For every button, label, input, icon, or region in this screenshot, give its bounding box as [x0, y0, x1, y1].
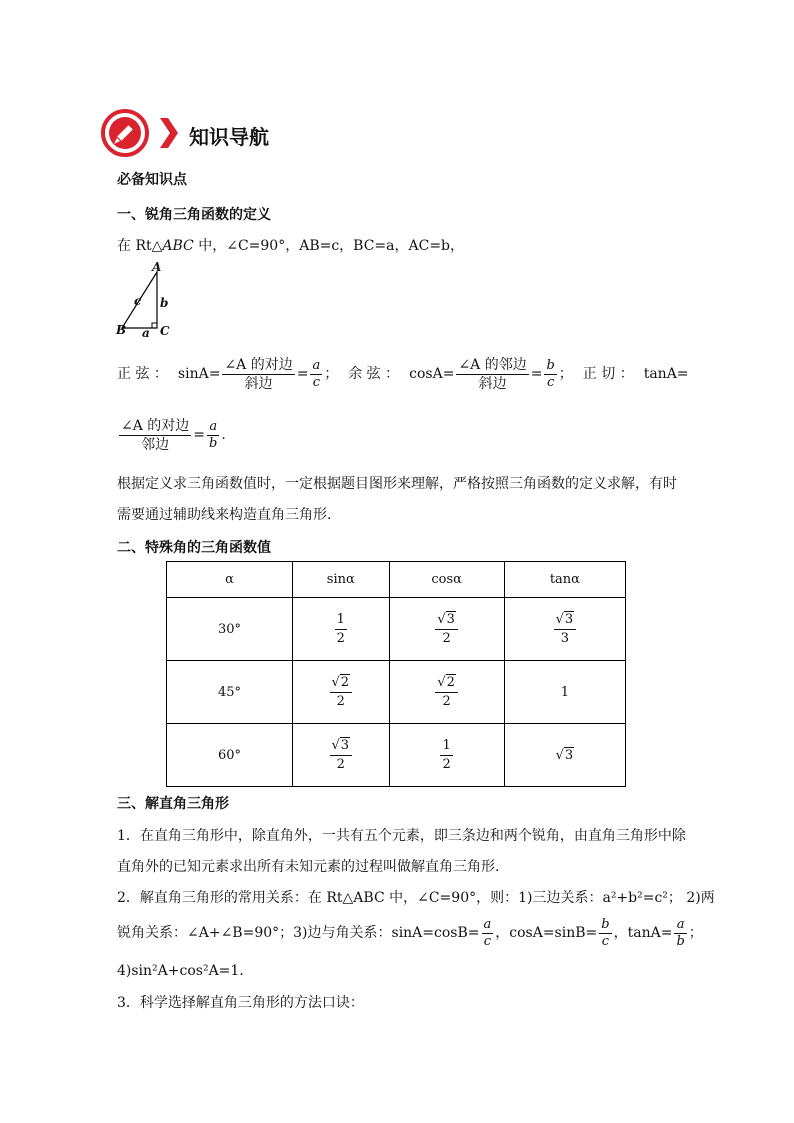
triangle-diagram — [112, 260, 174, 340]
tan-formula-line: $\frac{\text{∠A 的对边}}{\text{邻边}}$ = $\frac{a}{b}$ . — [121, 417, 226, 453]
vertex-b: B — [116, 323, 127, 337]
definition-note-line2: 需要通过辅助线来构造直角三角形. — [117, 507, 332, 523]
tan-fraction: $\frac{\text{∠A 的对边}}{\text{邻边}}$ — [121, 417, 190, 453]
sine-result: $\frac{a}{c}$ — [312, 357, 321, 390]
item2-line3: 4)sin²A+cos²A=1． — [117, 963, 254, 979]
side-c: c — [134, 294, 142, 308]
header-alpha: α — [167, 562, 293, 598]
item1-line1: 1．在直角三角形中，除直角外，一共有五个元素，即三条边和两个锐角，由直角三角形中除 — [117, 828, 686, 844]
item1-line2: 直角外的已知元素求出所有未知元素的过程叫做解直角三角形. — [117, 859, 500, 875]
chevron-right-icon — [158, 116, 180, 154]
part2-heading: 二、特殊角的三角函数值 — [117, 540, 271, 556]
part1-intro: 在 Rt△ABC 中，∠C=90°，AB=c，BC=a，AC=b， — [117, 238, 465, 254]
header-logo — [100, 108, 156, 158]
sine-fraction: $\frac{\text{∠A 的对边}}{\text{斜边}}$ — [224, 356, 293, 392]
vertex-c: C — [160, 324, 170, 338]
header-title: 知识导航 — [189, 125, 269, 149]
cos-label: 余 弦 ： — [348, 366, 400, 382]
header-tan: tanα — [504, 562, 625, 598]
sine-label: 正 弦 ： — [117, 366, 168, 382]
table-row: 30° $\frac{1}{2}$ $\frac{√3}{2}$ $\frac{√3}{3}$ — [167, 598, 626, 661]
header-sin: sinα — [293, 562, 389, 598]
cos-result: $\frac{b}{c}$ — [546, 357, 555, 390]
part1-heading: 一、锐角三角函数的定义 — [117, 207, 271, 223]
side-b: b — [160, 296, 169, 310]
side-a: a — [142, 326, 150, 340]
table-row: 60° $\frac{√3}{2}$ $\frac{1}{2}$ √3 — [167, 724, 626, 787]
header-cos: cosα — [389, 562, 504, 598]
special-angles-table — [166, 561, 626, 787]
item2-line2: 锐角关系：∠A+∠B=90°；3)边与角关系：sinA=cosB= $\frac{a}{c}$ ，cosA=sinB= $\frac{b}{c}$ ，tanA= $\frac{a}{b}$ ； — [117, 916, 703, 949]
definition-note-line1: 根据定义求三角函数值时，一定根据题目图形来理解，严格按照三角函数的定义求解，有时 — [117, 476, 677, 492]
item2-line1: 2．解直角三角形的常用关系：在 Rt△ABC 中，∠C=90°，则：1)三边关系：a²+b²=c²； 2)两 — [117, 890, 715, 906]
tan-label: 正 切 ： — [582, 366, 634, 382]
table-row: 45° $\frac{√2}{2}$ $\frac{√2}{2}$ 1 — [167, 661, 626, 724]
table-header-row — [167, 562, 626, 598]
section-title: 必备知识点 — [117, 172, 187, 188]
tan-result: $\frac{a}{b}$ — [209, 418, 218, 451]
cos-fraction: $\frac{\text{∠A 的邻边}}{\text{斜边}}$ — [458, 356, 527, 392]
trig-formula-line: 正 弦 ： sinA= $\frac{\text{∠A 的对边}}{\text{斜边}}$ = $\frac{a}{c}$ ； 余 弦 ： cosA= $\frac{\text{∠A 的邻边}}{\text{斜边}}$ = $\frac{b}{c}$ ； 正 切 ： tanA= — [117, 356, 689, 392]
vertex-a: A — [152, 260, 162, 274]
part3-heading: 三、解直角三角形 — [117, 796, 229, 812]
item3: 3．科学选择解直角三角形的方法口诀： — [117, 995, 364, 1011]
